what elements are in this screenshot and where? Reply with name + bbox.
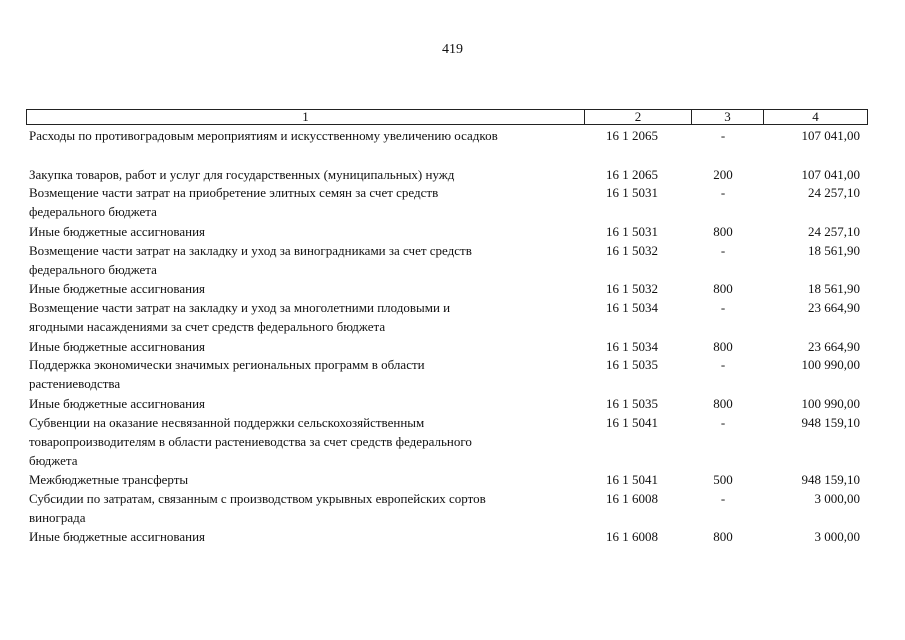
row-name-line: Иные бюджетные ассигнования [29,339,206,354]
row-code: 16 1 5034 [606,339,658,354]
row-name-line: растениеводства [29,376,121,391]
row-type: - [720,300,726,315]
row-name-line: товаропроизводителям в области растениеводства за счет средств федерального [29,434,472,449]
row-name [29,394,589,413]
row-name-line: Иные бюджетные ассигнования [29,396,206,411]
row-type: 800 [713,224,733,239]
row-code: 16 1 2065 [606,128,658,143]
row-name [29,222,589,241]
row-name [29,413,589,470]
row-code: 16 1 5032 [606,243,658,258]
row-name-line: Поддержка экономически значимых региональных программ в области [29,357,425,372]
row-type: - [720,491,726,506]
row-type: 800 [713,281,733,296]
row-type: - [720,128,726,143]
row-name [29,126,589,145]
header-col-2: 2 [584,110,691,124]
row-code: 16 1 5041 [606,472,658,487]
page-number: 419 [442,42,463,57]
row-amount: 100 990,00 [801,357,860,372]
row-code: 16 1 2065 [606,167,658,182]
row-code: 16 1 5035 [606,396,658,411]
row-amount: 3 000,00 [814,491,860,506]
row-amount: 23 664,90 [808,300,860,315]
row-name-line: Межбюджетные трансферты [29,472,189,487]
header-col-4: 4 [763,110,867,124]
row-code: 16 1 5035 [606,357,658,372]
row-name-line: Иные бюджетные ассигнования [29,224,206,239]
row-amount: 24 257,10 [808,185,860,200]
row-name-line: Возмещение части затрат на приобретение элитных семян за счет средств [29,185,439,200]
row-code: 16 1 5032 [606,281,658,296]
row-name [29,165,589,184]
row-type: - [720,415,726,430]
row-name [29,279,589,298]
row-code: 16 1 5041 [606,415,658,430]
row-amount: 948 159,10 [801,472,860,487]
row-name-line: Субвенции на оказание несвязанной поддержки сельскохозяйственным [29,415,425,430]
row-type: - [720,185,726,200]
row-name-line: Возмещение части затрат на закладку и уход за многолетними плодовыми и [29,300,451,315]
row-type: - [720,243,726,258]
row-name-line: Расходы по противоградовым мероприятиям и искусственному увеличению осадков [29,128,498,143]
row-code: 16 1 6008 [606,529,658,544]
row-type: - [720,357,726,372]
row-type: 800 [713,529,733,544]
row-name-line: Субсидии по затратам, связанным с производством укрывных европейских сортов [29,491,486,506]
row-type: 800 [713,339,733,354]
header-col-1: 1 [302,109,309,124]
row-amount: 23 664,90 [808,339,860,354]
row-code: 16 1 6008 [606,491,658,506]
row-name [29,337,589,356]
row-code: 16 1 5034 [606,300,658,315]
row-name-line: ягодными насаждениями за счет средств федерального бюджета [29,319,386,334]
row-name [29,527,589,546]
row-name [29,470,589,489]
row-name-line: Закупка товаров, работ и услуг для государственных (муниципальных) нужд [29,167,455,182]
row-code: 16 1 5031 [606,185,658,200]
row-name-line: бюджета [29,453,78,468]
row-amount: 24 257,10 [808,224,860,239]
row-name-line: Иные бюджетные ассигнования [29,281,206,296]
row-amount: 100 990,00 [801,396,860,411]
row-name-line: винограда [29,510,86,525]
row-amount: 107 041,00 [801,167,860,182]
row-amount: 3 000,00 [814,529,860,544]
row-name-line: федерального бюджета [29,204,157,219]
row-name [29,183,589,221]
row-name [29,489,589,527]
row-amount: 18 561,90 [808,281,860,296]
header-col-3: 3 [691,110,763,124]
row-name [29,298,589,336]
row-amount: 948 159,10 [801,415,860,430]
row-type: 500 [713,472,733,487]
row-name [29,355,589,393]
row-amount: 18 561,90 [808,243,860,258]
row-type: 800 [713,396,733,411]
row-name-line: Иные бюджетные ассигнования [29,529,206,544]
row-name-line: федерального бюджета [29,262,157,277]
row-type: 200 [713,167,733,182]
row-code: 16 1 5031 [606,224,658,239]
row-name [29,241,589,279]
row-amount: 107 041,00 [801,128,860,143]
row-name-line: Возмещение части затрат на закладку и уход за виноградниками за счет средств [29,243,472,258]
